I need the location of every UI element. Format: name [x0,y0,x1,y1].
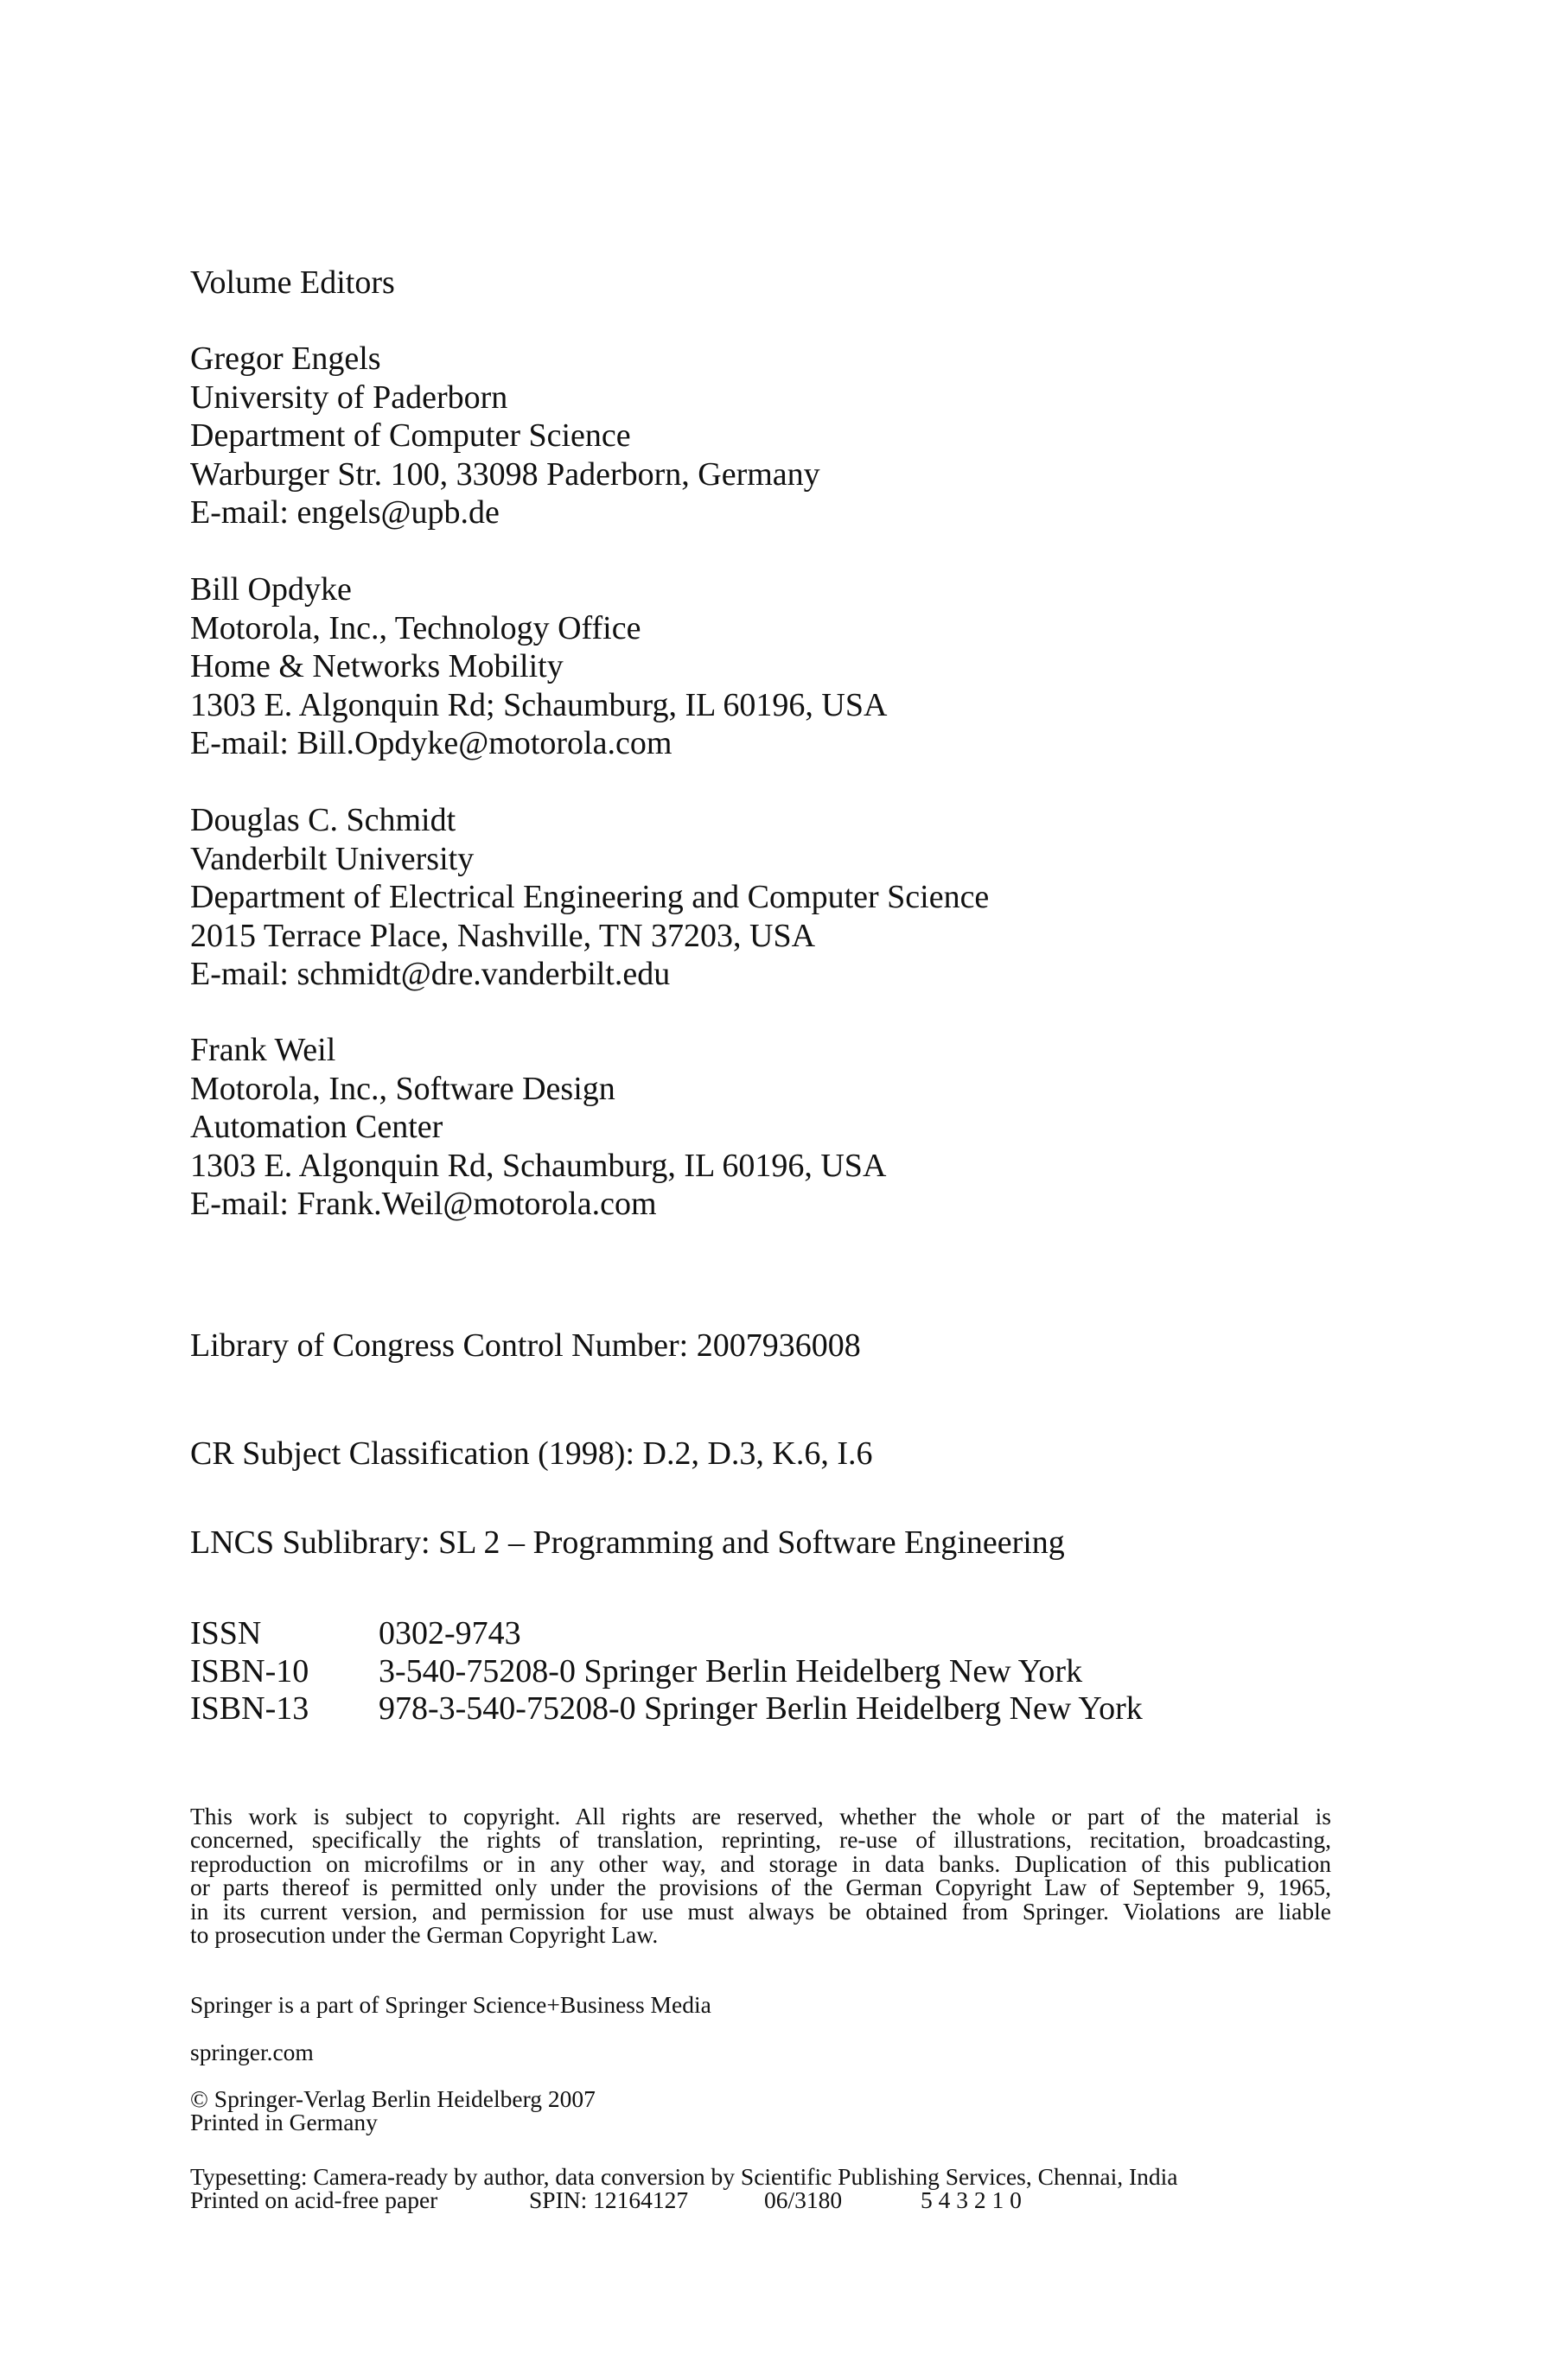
editor-email: E-mail: schmidt@dre.vanderbilt.edu [190,956,671,993]
identifier-value: 978-3-540-75208-0 Springer Berlin Heidelberg New York [379,1690,1143,1727]
volume-editors-heading [190,264,1348,302]
editor-department: Department of Computer Science [190,417,631,455]
springer-part-line [190,1993,1348,2016]
isbn10-row [190,1653,1143,1691]
editor-email: E-mail: engels@upb.de [190,494,500,531]
editor-name: Bill Opdyke [190,571,352,608]
lccn-text: Library of Congress Control Number: 2007936008 [190,1327,861,1364]
sublibrary-line [190,1524,1348,1562]
identifier-value: 3-540-75208-0 Springer Berlin Heidelberg New York [379,1652,1083,1690]
identifier-value: 0302-9743 [379,1615,521,1651]
editor-email: E-mail: Bill.Opdyke@motorola.com [190,725,673,762]
printing-sequence: 5 4 3 2 1 0 [921,2186,1022,2214]
copyright-notice-line: reproduction on microfilms or in any other way, and storage in data banks. Duplication of this publication [190,1849,1331,1877]
editor-entry-weil [190,1031,1348,1224]
identifier-table [190,1615,1143,1728]
section-heading: Volume Editors [190,264,395,301]
editor-department: Automation Center [190,1109,443,1146]
editor-address: Warburger Str. 100, 33098 Paderborn, Germany [190,455,820,493]
springer-part-text: Springer is a part of Springer Science+Business Media [190,1991,711,2018]
copyright-notice-line: or parts thereof is permitted only under the provisions of the German Copyright Law of September 9, 1965, [190,1874,1331,1901]
editor-affiliation: Motorola, Inc., Technology Office [190,609,641,646]
editor-address: 1303 E. Algonquin Rd; Schaumburg, IL 60196, USA [190,686,888,723]
editor-affiliation: Vanderbilt University [190,840,475,877]
cr-classification-text: CR Subject Classification (1998): D.2, D.3, K.6, I.6 [190,1435,873,1472]
lccn-line [190,1327,1348,1365]
isbn13-row [190,1690,1143,1728]
typesetting-text: Typesetting: Camera-ready by author, data conversion by Scientific Publishing Services, Chennai, India [190,2163,1178,2190]
printed-in: Printed in Germany [190,2109,378,2136]
editor-name: Gregor Engels [190,340,381,377]
cr-classification-line [190,1435,1348,1473]
website-line [190,2040,1348,2064]
editor-name: Douglas C. Schmidt [190,802,456,838]
production-block [190,2165,1348,2212]
identifier-label: ISBN-13 [190,1690,309,1727]
editor-address: 2015 Terrace Place, Nashville, TN 37203, USA [190,917,816,954]
editor-affiliation: University of Paderborn [190,379,508,416]
acid-free-paper: Printed on acid-free paper [190,2186,438,2214]
copyright-notice-line: in its current version, and permission for use must always be obtained from Springer. Violations are liable [190,1897,1331,1925]
identifier-label: ISBN-10 [190,1652,309,1690]
website-text: springer.com [190,2039,314,2065]
spin-number: SPIN: 12164127 [529,2186,689,2214]
publisher-copyright: © Springer-Verlag Berlin Heidelberg 2007 [190,2085,596,2112]
publisher-block [190,2087,1348,2135]
editor-department: Department of Electrical Engineering and Computer Science [190,879,990,916]
copyright-notice [190,1803,1348,1949]
copyright-notice-line: to prosecution under the German Copyright Law. [190,1921,659,1949]
editor-department: Home & Networks Mobility [190,648,564,685]
identifier-label: ISSN [190,1615,262,1651]
editor-email: E-mail: Frank.Weil@motorola.com [190,1186,657,1223]
editor-entry-opdyke [190,570,1348,763]
printing-footer [190,2186,1348,2214]
editor-affiliation: Motorola, Inc., Software Design [190,1070,615,1107]
copyright-notice-line: This work is subject to copyright. All rights are reserved, whether the whole or part of the material is [190,1803,1331,1830]
copyright-notice-line: concerned, specifically the rights of translation, reprinting, re-use of illustrations, recitation, broadcasting, [190,1826,1331,1854]
editor-entry-schmidt [190,801,1348,994]
editor-address: 1303 E. Algonquin Rd, Schaumburg, IL 60196, USA [190,1147,887,1184]
issn-row [190,1615,1143,1653]
editor-entry-engels [190,340,1348,532]
print-code: 06/3180 [764,2186,843,2214]
editor-name: Frank Weil [190,1032,336,1068]
sublibrary-text: LNCS Sublibrary: SL 2 – Programming and Software Engineering [190,1524,1065,1561]
